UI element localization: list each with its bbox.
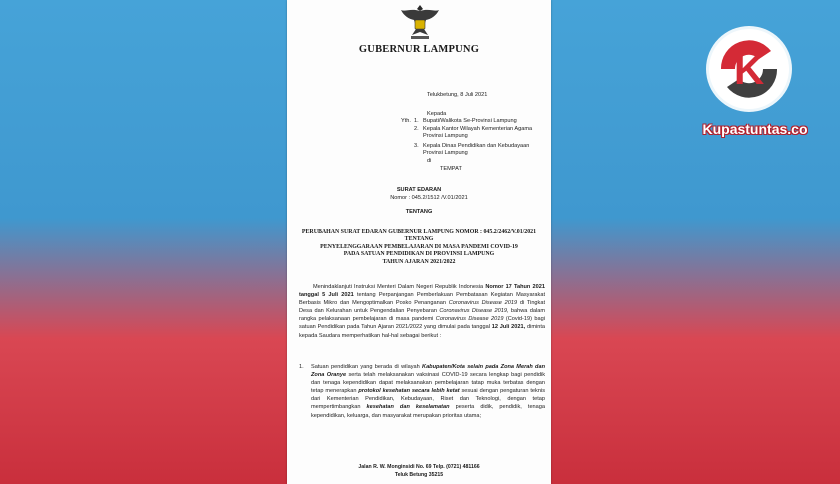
recipient-text: Kepala Kantor Wilayah Kementerian Agama Provinsi Lampung <box>423 126 533 139</box>
recipient-3 <box>414 143 538 157</box>
body-bold-text: Nomor 17 Tahun 2021 tanggal 5 Juli 2021 <box>299 284 545 299</box>
body-paragraph <box>299 283 545 340</box>
footer-address: Jalan R. W. Monginsidi No. 69 Telp. (0721) 481166 <box>358 464 480 470</box>
letter-type: SURAT EDARAN <box>396 187 442 193</box>
subject-line-3: PENYELENGGARAAN PEMBELAJARAN DI MASA PANDEMI COVID-19 <box>320 243 518 250</box>
brand-logo <box>709 29 789 109</box>
recipient-number: 2. <box>414 126 419 132</box>
recipient-text: Bupati/Walikota Se-Provinsi Lampung <box>423 118 517 124</box>
recipient-2 <box>414 126 538 140</box>
body-italic-text: Coronavirus Disease 2019 <box>435 316 504 323</box>
logo-letter: K <box>733 46 765 93</box>
recipient-number: 3. <box>414 143 419 149</box>
subject-line-2: TENTANG <box>404 236 434 243</box>
subject-line-1: PERUBAHAN SURAT EDARAN GUBERNUR LAMPUNG NOMOR : 045.2/2462/V.01/2021 <box>301 229 537 235</box>
letter-number: Nomor : 045.2/1512 /V.01/2021 <box>390 195 468 201</box>
letterhead-title: GUBERNUR LAMPUNG <box>358 44 480 55</box>
k-logo-icon <box>709 29 789 109</box>
body-bold-text: 12 Juli 2021, <box>491 324 526 331</box>
brand-name: Kupastuntas.co <box>702 121 808 137</box>
body-bold-italic-text: kesehatan dan keselamatan <box>366 404 450 411</box>
body-italic-text: Coronavirus Disease 2019, <box>439 308 509 315</box>
subject-line-5: TAHUN AJARAN 2021/2022 <box>382 258 456 265</box>
body-text: serta telah melaksanakan vaksinasi COVID-19 secara lengkap bagi pendidik dan tenaga kependidikan dapat melaksanakan pembelajaran tatap muka terbatas dengan tetap menerapkan <box>311 372 545 395</box>
body-italic-text: Coronavirus Disease 2019 <box>448 300 518 307</box>
dateline: Telukbetung, 8 Juli 2021 <box>427 92 488 98</box>
body-text: bahwa dalam rangka pelaksanaan pembelajaran di masa pandemi <box>299 308 545 323</box>
subject-heading <box>287 229 551 266</box>
body-text: di Tingkat Desa dan Kelurahan untuk Pengendalian Penyebaran <box>299 300 546 315</box>
body-text: diminta kepada Saudara memperhatikan hal-hal sebagai berikut : <box>299 324 545 339</box>
subject-line-4: PADA SATUAN PENDIDIKAN DI PROVINSI LAMPUNG <box>343 251 495 258</box>
body-text: tentang Perpanjangan Pemberlakuan Pembatasan Kegiatan Masyarakat Berbasis Mikro dan Mengoptimalkan Posko Penanganan <box>299 292 545 307</box>
letter-document <box>287 0 551 484</box>
yth-label: Yth. <box>401 118 411 124</box>
body-bold-italic-text: Kabupaten/Kota selain pada Zona Merah dan Zona Oranye <box>311 364 546 379</box>
kepada-label: Kepada <box>427 111 447 117</box>
body-text: peserta didik, pendidik, tenaga kependidikan, keluarga, dan masyarakat merupakan prioritas utama; <box>311 404 545 419</box>
recipient-text: Kepala Dinas Pendidikan dan Kebudayaan Provinsi Lampung <box>423 143 530 156</box>
body-text: sesuai dengan pengaturan teknis dari Kementerian Pendidikan, Kebudayaan, Riset dan Teknologi, dengan tetap mempertimbangkan <box>311 388 545 411</box>
body-text: Menindaklanjuti Instruksi Menteri Dalam Negeri Republik Indonesia <box>313 284 486 290</box>
footer-city: Teluk Betung 35215 <box>394 472 444 478</box>
tentang-label: TENTANG <box>405 209 433 215</box>
background-left <box>0 0 287 484</box>
garuda-emblem-icon <box>399 2 441 42</box>
list-item-number: 1. <box>299 364 304 370</box>
body-bold-italic-text: protokol kesehatan secara lebih ketat <box>358 388 460 395</box>
letter-footer <box>287 463 551 479</box>
di-label: di <box>427 158 432 164</box>
recipient-1 <box>414 118 551 125</box>
body-text: Satuan pendidikan yang berada di wilayah <box>311 364 423 370</box>
tempat-label: TEMPAT <box>440 166 462 172</box>
background-right <box>551 0 840 484</box>
list-item-1 <box>311 363 545 420</box>
body-text: (Covid-19) bagi satuan Pendidikan pada Tahun Ajaran 2021/2022 yang dimulai pada tanggal <box>299 316 545 331</box>
recipient-number: 1. <box>414 118 419 124</box>
